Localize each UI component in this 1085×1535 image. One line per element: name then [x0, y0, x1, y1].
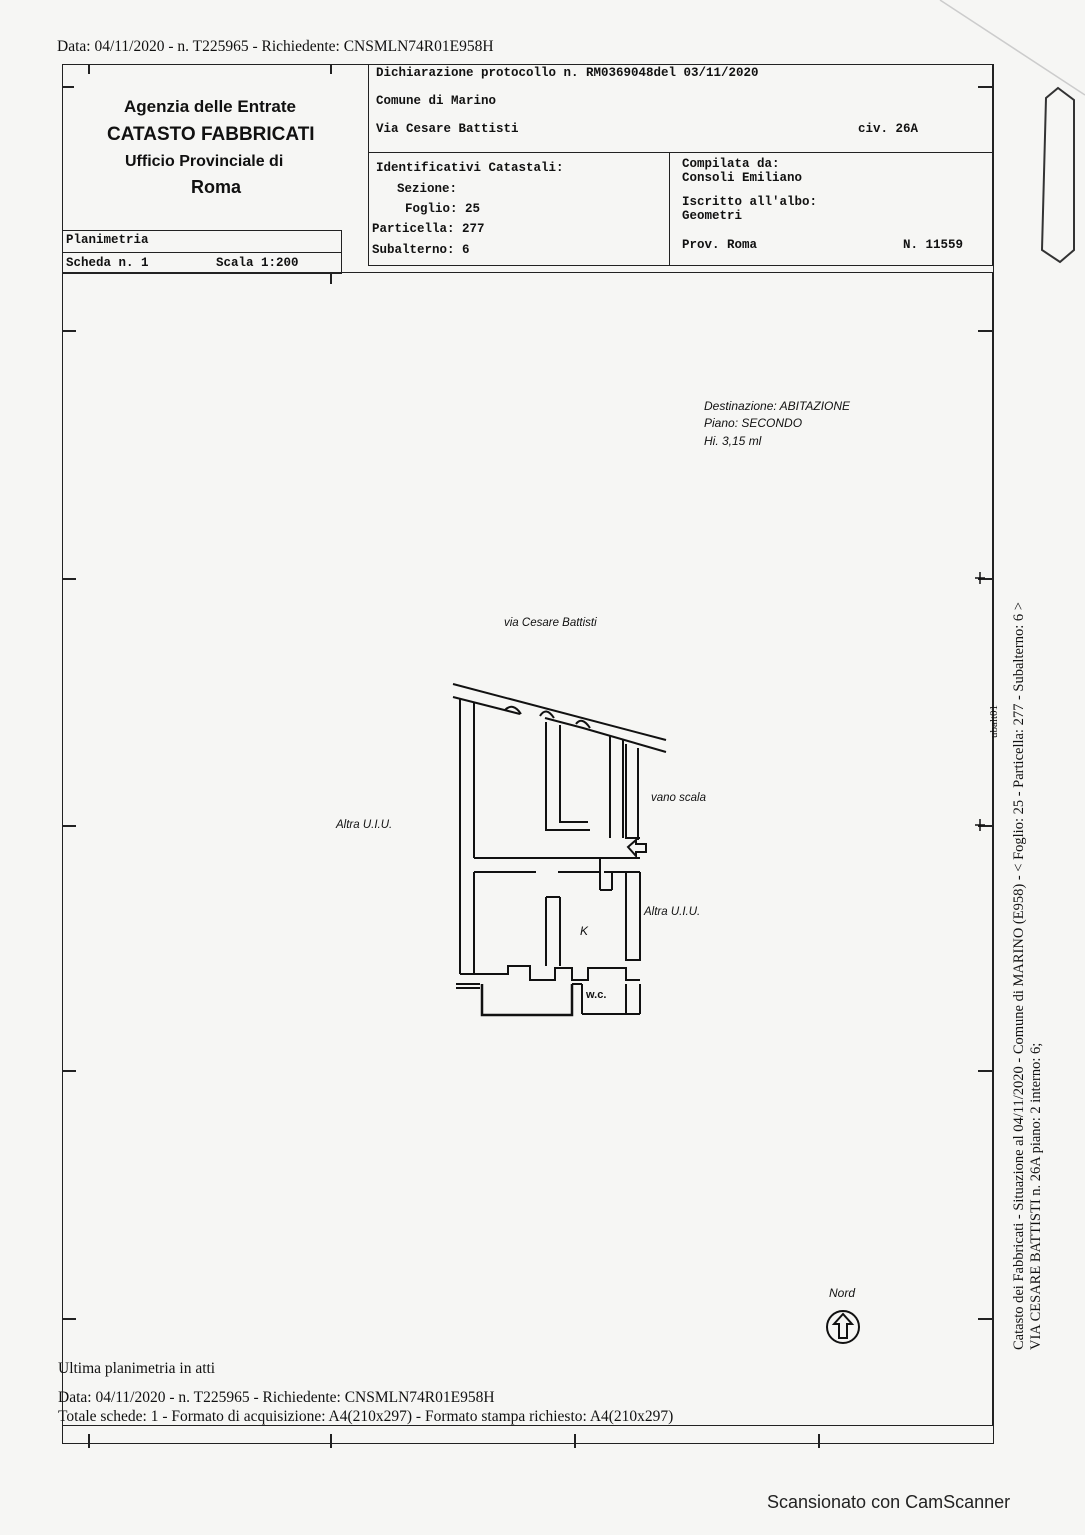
- altra-uiu-right: Altra U.I.U.: [644, 906, 701, 918]
- side-text-small: ubalt01: [988, 705, 1000, 738]
- camscanner-watermark: Scansionato con CamScanner: [767, 1492, 1011, 1512]
- piano-label: Piano: SECONDO: [704, 416, 803, 430]
- wc-label: w.c.: [586, 989, 607, 1001]
- catasto-title: CATASTO FABBRICATI: [107, 124, 315, 145]
- scala-label: Scala 1:200: [216, 256, 299, 270]
- top-header: Data: 04/11/2020 - n. T225965 - Richiedente: CNSMLN74R01E958H: [57, 38, 494, 55]
- compilata-name: Consoli Emiliano: [682, 171, 803, 185]
- agency-name: Agenzia delle Entrate: [124, 97, 296, 116]
- compilata-label: Compilata da:: [682, 157, 780, 171]
- vano-scala-label: vano scala: [651, 792, 706, 804]
- planimetria-label: Planimetria: [66, 233, 149, 247]
- albo-number: N. 11559: [903, 238, 964, 252]
- protocol-line: Dichiarazione protocollo n. RM0369048del 03/11/2020: [376, 66, 759, 80]
- destinazione-label: Destinazione: ABITAZIONE: [704, 399, 851, 413]
- ufficio-city: Roma: [191, 177, 242, 197]
- civico: civ. 26A: [858, 122, 919, 136]
- particella-line: Particella: 277: [372, 222, 485, 236]
- subalterno-line: Subalterno: 6: [372, 243, 470, 257]
- scheda-label: Scheda n. 1: [66, 256, 149, 270]
- footer-data: Data: 04/11/2020 - n. T225965 - Richiedente: CNSMLN74R01E958H: [58, 1389, 495, 1406]
- identificativi-title: Identificativi Catastali:: [376, 161, 564, 175]
- prov-value: Prov. Roma: [682, 238, 758, 252]
- altezza-label: Hi. 3,15 ml: [704, 434, 762, 448]
- kitchen-label: K: [580, 924, 589, 938]
- ultima-planimetria: Ultima planimetria in atti: [58, 1360, 216, 1377]
- footer-totale: Totale schede: 1 - Formato di acquisizione: A4(210x297) - Formato stampa richiesto: A4(210x297): [58, 1408, 674, 1425]
- via-line: Via Cesare Battisti: [376, 122, 519, 136]
- albo-value: Geometri: [682, 209, 743, 223]
- ufficio-label: Ufficio Provinciale di: [125, 153, 284, 170]
- iscritto-label: Iscritto all'albo:: [682, 195, 818, 209]
- altra-uiu-left: Altra U.I.U.: [336, 819, 393, 831]
- sezione-line: Sezione:: [397, 182, 458, 196]
- comune-line: Comune di Marino: [376, 94, 497, 108]
- nord-label: Nord: [829, 1286, 856, 1300]
- foglio-line: Foglio: 25: [405, 202, 481, 216]
- side-text-line2: VIA CESARE BATTISTI n. 26A piano: 2 interno: 6;: [1028, 1042, 1044, 1350]
- side-text-line1: Catasto dei Fabbricati - Situazione al 04/11/2020 - Comune di MARINO (E958) - < Foglio: 25 - Particella: 277 - Subalterno: 6 >: [1011, 602, 1027, 1350]
- street-label: via Cesare Battisti: [504, 617, 597, 629]
